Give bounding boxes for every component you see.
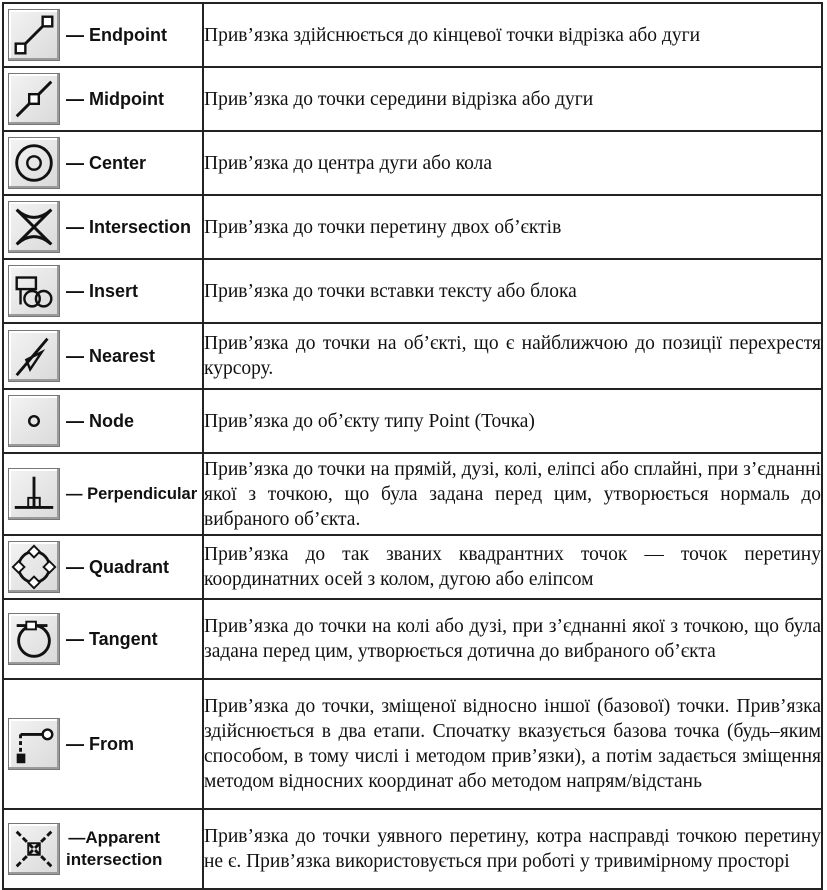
desc-cell [203,535,822,599]
snap-name: — Tangent [66,629,158,649]
desc-cell [203,809,822,889]
table-row [3,679,822,809]
table-row [3,259,822,323]
snap-description: Прив’язка до точки перетину двох об’єктів [204,216,562,238]
snap-description: Прив’язка до точки, зміщеної відносно іншої (базової) точки. Прив’язка здійснюється в два етапи. Спочатку вказується базова точка (будь–яким способом, в тому числі і методом прив’язки), а потім задається зміщення методом відносних координат або методом напрям/відстань [204,696,821,792]
desc-cell [203,259,822,323]
snap-name: — Nearest [66,346,156,366]
name-cell [3,535,203,599]
snap-description: Прив’язка до точки на прямій, дузі, колі, еліпсі або сплайні, при з’єднанні якої з точкою, що була задана перед цим, утворюється нормаль до вибраного об’єкта. [204,458,821,530]
snap-name: — Midpoint [66,89,164,109]
node-icon [8,395,60,447]
table-row [3,809,822,889]
table-row [3,389,822,453]
desc-cell [203,453,822,535]
table-row [3,131,822,195]
table-row [3,195,822,259]
table-row [3,67,822,131]
name-cell [3,131,203,195]
snap-name [66,827,162,871]
name-cell [3,599,203,679]
snap-name: — Perpendicular [66,485,198,503]
table-row [3,535,822,599]
snap-description: Прив’язка до точки на об’єкті, що є найближчою до позиції перехрестя курсору. [204,333,821,379]
quadrant-icon [8,541,60,593]
name-cell [3,195,203,259]
snap-name-line1: —Apparent [68,828,160,847]
name-cell [3,259,203,323]
center-icon [8,137,60,189]
from-icon [8,718,60,770]
desc-cell [203,131,822,195]
snap-description: Прив’язка здійснюється до кінцевої точки відрізка або дуги [204,24,701,46]
snap-description: Прив’язка до точки вставки тексту або блока [204,280,577,302]
desc-cell [203,679,822,809]
desc-cell [203,3,822,67]
snap-description: Прив’язка до точки на колі або дузі, при з’єднанні якої з точкою, що була задана перед цим, утворюється дотична до вибраного об’єкта [204,616,821,662]
snap-description: Прив’язка до об’єкту типу Point (Точка) [204,410,535,432]
table-row [3,453,822,535]
snap-description: Прив’язка до центра дуги або кола [204,152,493,174]
apparent-intersection-icon [8,823,60,875]
midpoint-icon [8,73,60,125]
nearest-icon [8,330,60,382]
snap-name: — Insert [66,281,139,301]
intersection-icon [8,201,60,253]
name-cell [3,3,203,67]
snap-modes-table [2,2,823,890]
name-cell [3,67,203,131]
desc-cell [203,389,822,453]
snap-description: Прив’язка до точки уявного перетину, котра насправді точкою перетину не є. Прив’язка використовується при роботі у тривимірному просторі [204,826,821,872]
name-cell [3,323,203,389]
desc-cell [203,195,822,259]
desc-cell [203,67,822,131]
snap-name: — Center [66,153,147,173]
table-row [3,323,822,389]
snap-name: — From [66,734,135,754]
desc-cell [203,323,822,389]
name-cell [3,389,203,453]
snap-name: — Node [66,411,135,431]
snap-name-line2: intersection [66,850,163,869]
name-cell [3,809,203,889]
snap-name: — Quadrant [66,557,170,577]
endpoint-icon [8,9,60,61]
snap-name: — Intersection [66,217,192,237]
snap-description: Прив’язка до так званих квадрантних точок — точок перетину координатних осей з колом, дугою або еліпсом [204,544,821,590]
name-cell [3,453,203,535]
insert-icon [8,265,60,317]
tangent-icon [8,613,60,665]
name-cell [3,679,203,809]
table-row [3,599,822,679]
perpendicular-icon [8,468,60,520]
snap-name: — Endpoint [66,25,167,45]
snap-description: Прив’язка до точки середини відрізка або дуги [204,88,594,110]
table-row [3,3,822,67]
desc-cell [203,599,822,679]
